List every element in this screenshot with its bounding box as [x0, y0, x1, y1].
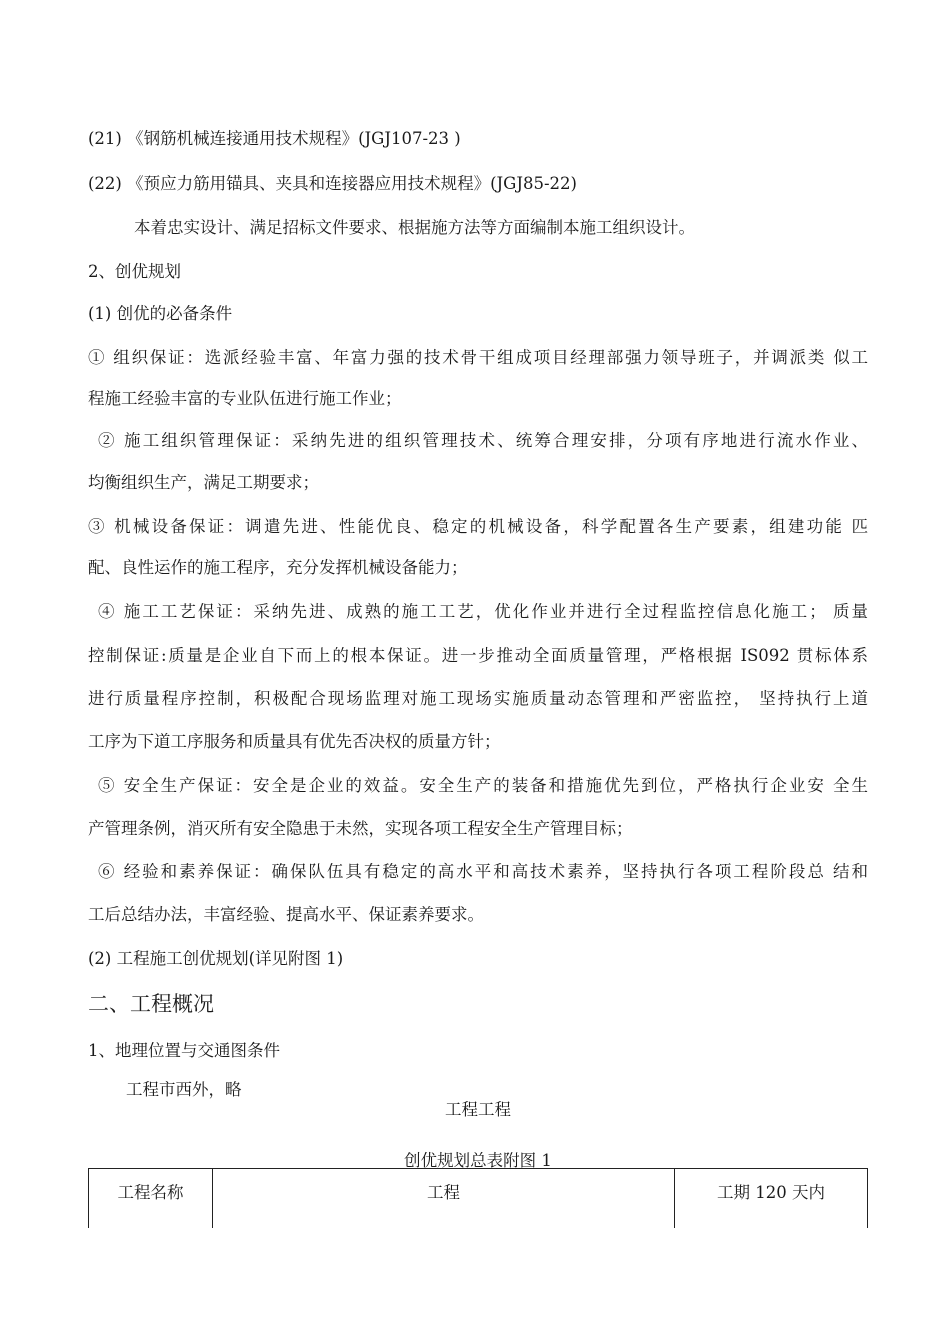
intro-paragraph: 本着忠实设计、满足招标文件要求、根据施方法等方面编制本施工组织设计。: [134, 218, 695, 237]
table-caption-project: 工程工程: [445, 1100, 511, 1119]
paragraph-quality-cont: 进行质量程序控制，积极配合现场监理对施工现场实施质量动态管理和严密监控， 坚持执行上道: [88, 689, 868, 708]
paragraph-organization: ① 组织保证：选派经验丰富、年富力强的技术骨干组成项目经理部强力领导班子，并调派类 似工: [88, 348, 868, 367]
location-text: 工程市西外，略: [126, 1080, 242, 1099]
paragraph-process: ④ 施工工艺保证：采纳先进、成熟的施工工艺，优化作业并进行全过程监控信息化施工； 质量: [98, 602, 868, 621]
table-row: [89, 1169, 868, 1229]
paragraph-safety-cont: 产管理条例，消灭所有安全隐患于未然，实现各项工程安全生产管理目标；: [88, 819, 633, 838]
paragraph-equipment-cont: 配、良性运作的施工程序，充分发挥机械设备能力；: [88, 558, 468, 577]
subsection-heading-conditions: (1) 创优的必备条件: [88, 304, 233, 323]
chapter-heading-overview: 二、工程概况: [88, 992, 214, 1016]
paragraph-experience: ⑥ 经验和素养保证：确保队伍具有稳定的高水平和高技术素养，坚持执行各项工程阶段总 结和: [98, 862, 868, 881]
paragraph-experience-cont: 工后总结办法，丰富经验、提高水平、保证素养要求。: [88, 905, 484, 924]
table-cell-duration: 工期 120 天内: [675, 1169, 868, 1229]
paragraph-safety: ⑤ 安全生产保证：安全是企业的效益。安全生产的装备和措施优先到位，严格执行企业安 全生: [98, 776, 868, 795]
paragraph-equipment: ③ 机械设备保证：调遣先进、性能优良、稳定的机械设备，科学配置各生产要素，组建功能 匹: [88, 517, 868, 536]
paragraph-quality: 控制保证:质量是企业自下而上的根本保证。进一步推动全面质量管理，严格根据 IS092 贯标体系: [88, 646, 868, 665]
paragraph-quality-end: 工序为下道工序服务和质量具有优先否决权的质量方针；: [88, 732, 501, 751]
table-caption-title: 创优规划总表附图 1: [404, 1151, 552, 1170]
creation-plan-table: [88, 1168, 868, 1228]
paragraph-management-cont: 均衡组织生产，满足工期要求；: [88, 473, 319, 492]
subsection-heading-plan: (2) 工程施工创优规划(详见附图 1): [88, 949, 344, 968]
table-cell-project-name-value: 工程: [213, 1169, 675, 1229]
section-heading-location: 1、地理位置与交通图条件: [88, 1041, 280, 1060]
ref-item-21: (21) 《钢筋机械连接通用技术规程》(JGJ107-23 ): [88, 129, 461, 148]
ref-item-22: (22) 《预应力筋用锚具、夹具和连接器应用技术规程》(JGJ85-22): [88, 174, 577, 193]
paragraph-management: ② 施工组织管理保证：采纳先进的组织管理技术、统筹合理安排，分项有序地进行流水作业、: [98, 431, 868, 450]
paragraph-organization-cont: 程施工经验丰富的专业队伍进行施工作业；: [88, 389, 402, 408]
table-cell-project-name-label: 工程名称: [89, 1169, 213, 1229]
section-heading-creation-plan: 2、创优规划: [88, 262, 181, 281]
